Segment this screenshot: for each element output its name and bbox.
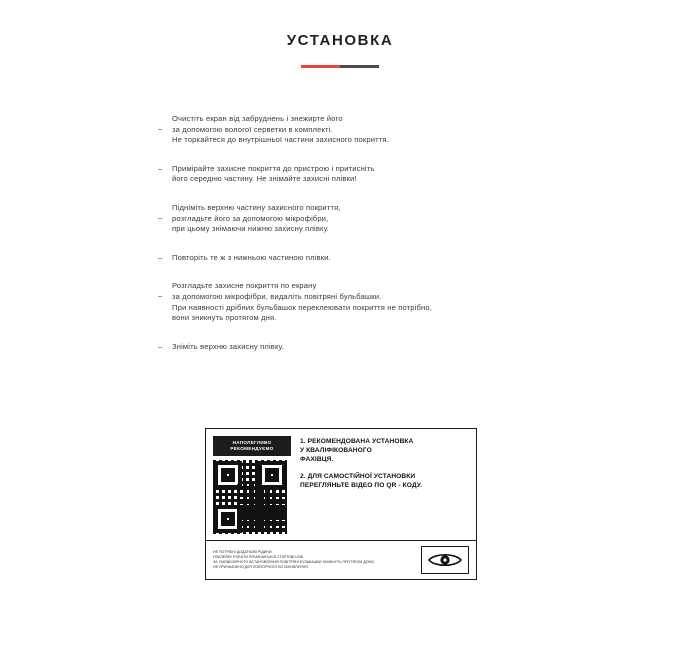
label-note-2 (300, 473, 469, 491)
bullet-dash: – (158, 291, 163, 301)
step-line: вони зникнуть протягом дня. (172, 313, 277, 323)
fineprint-line: НЕ ПРИЗНАЧЕНО ДЛЯ ПОВТОРНОГО ВСТАНОВЛЕННЯ. (213, 565, 309, 569)
list-item (158, 202, 502, 235)
step-line: Повторіть те ж з нижньою частиною плівки. (172, 252, 331, 262)
status-badge (213, 436, 291, 456)
step-line: при цьому знімаючи нижню захисну плівку. (172, 224, 330, 234)
steps-list (0, 114, 680, 352)
label-top-section (206, 429, 476, 540)
label-fineprint (213, 550, 421, 570)
recommendation-label (205, 428, 477, 580)
label-bottom-section (206, 540, 476, 579)
list-item (158, 281, 502, 323)
step-line: за допомогою вологої серветки в комплекті. (172, 124, 333, 134)
fineprint-line: ПОКЛЕЙКУ РОБИТИ ПОЧИНАЮЧИ В СТАРТОВІ LINE. (213, 555, 305, 559)
list-item (158, 114, 502, 146)
fineprint-line: ЗА УМОВИ ВІРНОГО ВСТАНОВЛЕННЯ ПОВІТРЯНІ БУЛЬБАШКИ ЗНИКНУТЬ ПРОТЯГОМ ДОБИ. (213, 560, 375, 564)
step-line: Підніміть верхню частину захисного покриття, (172, 202, 341, 212)
step-line: Примірайте захисне покриття до пристрою і притисніть (172, 163, 375, 173)
note-line: ПЕРЕГЛЯНЬТЕ ВІДЕО ПО QR - КОДУ. (300, 482, 423, 490)
divider-red-segment (301, 65, 340, 68)
divider-dark-segment (340, 65, 379, 68)
fineprint-line: НЕ ПОТРІБНІ ДОДАТКОВІ РІДИНИ. (213, 550, 273, 554)
eye-icon-box (421, 546, 469, 574)
label-left-column (213, 436, 291, 534)
bullet-dash: – (158, 341, 163, 351)
step-line: При наявності дрібних бульбашок переклеювати покриття не потрібно, (172, 302, 432, 312)
step-line: Зніміть верхню захисну плівку. (172, 341, 284, 351)
step-line: Розгладьте захисне покриття по екрану (172, 281, 317, 291)
bullet-dash: – (158, 163, 163, 173)
page-title: УСТАНОВКА (286, 32, 394, 49)
qr-data-pattern (237, 484, 285, 532)
badge-line-1: НАПОЛЕГЛИВО (232, 440, 272, 445)
list-item (158, 163, 502, 185)
label-note-1 (300, 438, 469, 464)
instruction-page (0, 32, 680, 662)
title-divider (301, 65, 379, 68)
list-item (158, 341, 502, 353)
note-line: ФАХІВЦЯ. (300, 455, 334, 463)
bullet-dash: – (158, 124, 163, 133)
step-line: його середню частину. Не знімайте захисні плівки! (172, 174, 357, 184)
badge-line-2: РЕКОМЕНДУЄМО (230, 446, 274, 451)
step-line: за допомогою мікрофібри, видаліть повітряні бульбашки. (172, 291, 382, 301)
bullet-dash: – (158, 252, 163, 262)
step-line: розгладьте його за допомогою мікрофібри, (172, 213, 329, 223)
list-item (158, 252, 502, 264)
eye-icon (428, 552, 462, 568)
bullet-dash: – (158, 212, 163, 222)
step-line: Не торкайтеся до внутрішньої частини захисного покриття. (172, 135, 389, 145)
label-right-column (291, 436, 469, 534)
note-line: 1. РЕКОМЕНДОВАНА УСТАНОВКА (300, 438, 414, 445)
step-line: Очистіть екран від забруднень і знежирте його (172, 114, 343, 123)
note-line: У КВАЛІФІКОВАНОГО (300, 446, 372, 454)
qr-code[interactable] (213, 460, 287, 534)
note-line: 2. ДЛЯ САМОСТІЙНОЇ УСТАНОВКИ (300, 473, 416, 481)
